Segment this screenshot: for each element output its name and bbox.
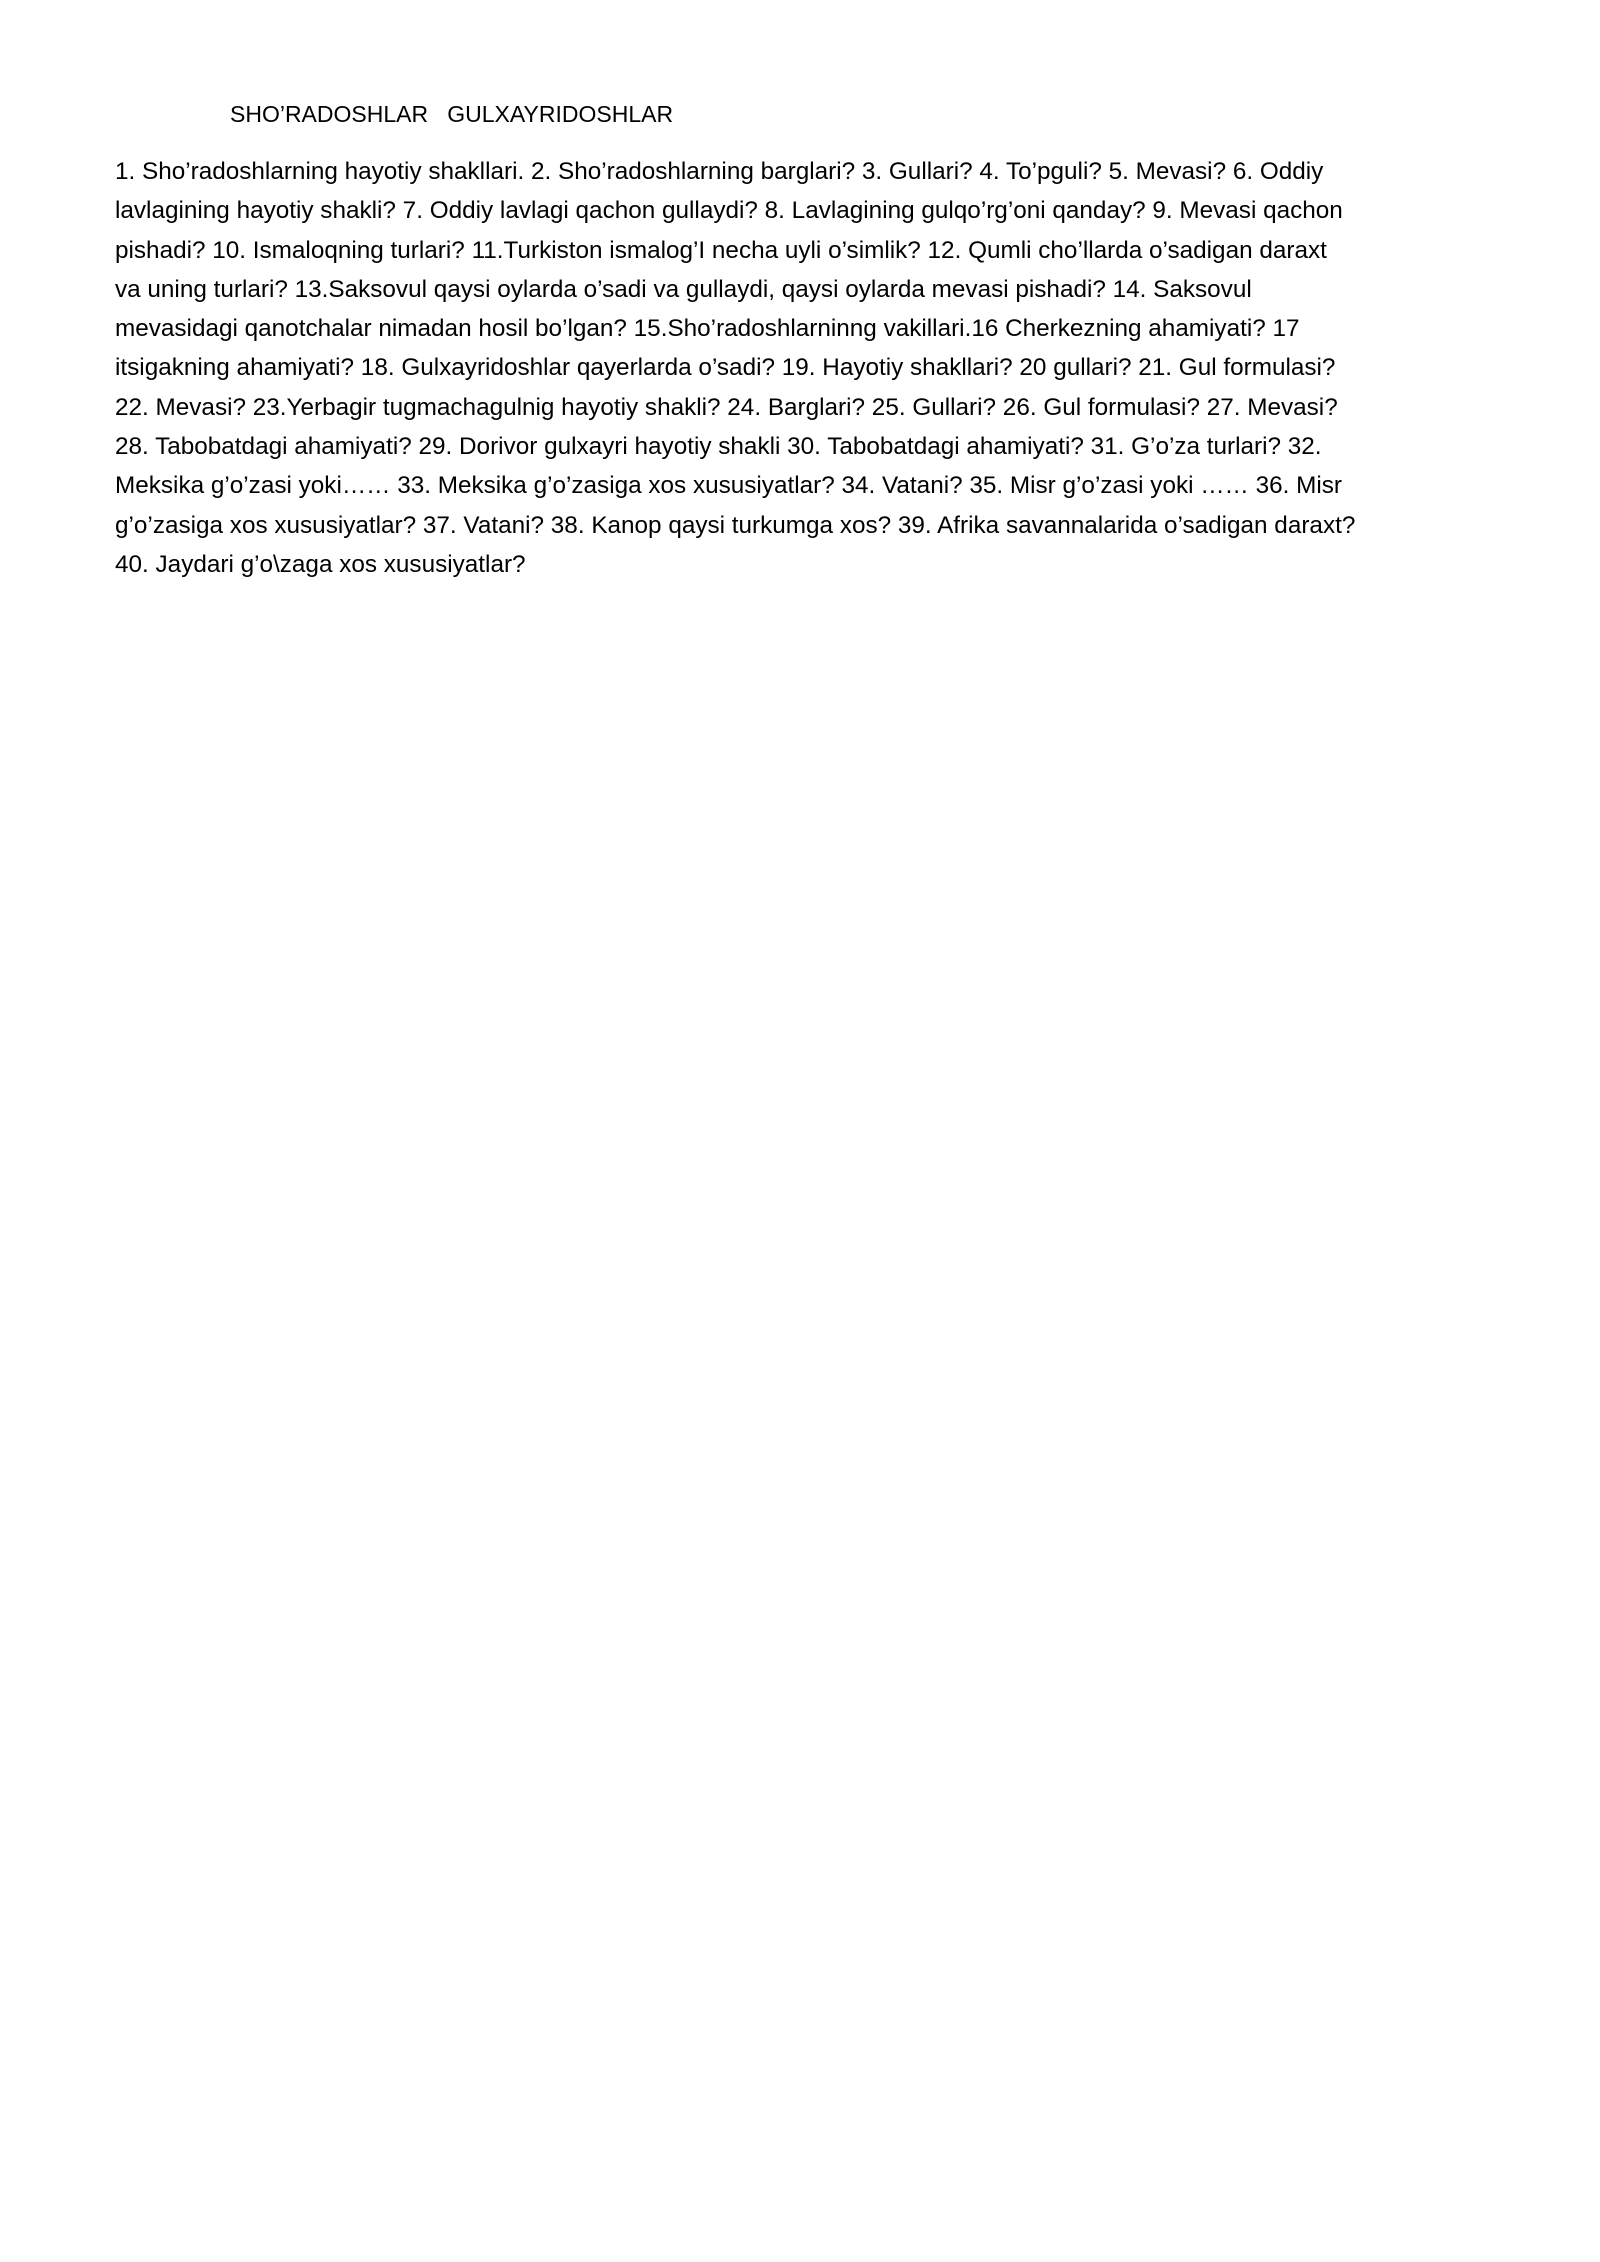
document-title: SHO’RADOSHLAR GULXAYRIDOSHLAR bbox=[230, 101, 674, 127]
questions-paragraph: 1. Sho’radoshlarning hayotiy shakllari. 2. Sho’radoshlarning barglari? 3. Gullari? 4. To’pguli? 5. Mevasi? 6. Oddiy lavlagining hayotiy shakli? 7. Oddiy lavlagi qachon gullaydi? 8. Lavlagining gulqo’rg’oni qanday? 9. Mevasi qachon pishadi? 10. Ismaloqning turlari? 11.Turkiston ismalog’I necha uyli o’simlik? 12. Qumli cho’llarda o’sadigan daraxt va uning turlari? 13.Saksovul qaysi oylarda o’sadi va gullaydi, qaysi oylarda mevasi pishadi? 14. Saksovul mevasidagi qanotchalar nimadan hosil bo’lgan? 15.Sho’radoshlarninng vakillari.16 Cherkezning ahamiyati? 17 itsigakning ahamiyati? 18. Gulxayridoshlar qayerlarda o’sadi? 19. Hayotiy shakllari? 20 gullari? 21. Gul formulasi? 22. Mevasi? 23.Yerbagir tugmachagulnig hayotiy shakli? 24. Barglari? 25. Gullari? 26. Gul formulasi? 27. Mevasi? 28. Tabobatdagi ahamiyati? 29. Dorivor gulxayri hayotiy shakli 30. Tabobatdagi ahamiyati? 31. G’o’za turlari? 32. Meksika g’o’zasi yoki…… 33. Meksika g’o’zasiga xos xususiyatlar? 34. Vatani? 35. Misr g’o’zasi yoki …… 36. Misr g’o’zasiga xos xususiyatlar? 37. Vatani? 38. Kanop qaysi turkumga xos? 39. Afrika savannalarida o’sadigan daraxt? 40. Jaydari g’o\zaga xos xususiyatlar? bbox=[115, 158, 1356, 578]
